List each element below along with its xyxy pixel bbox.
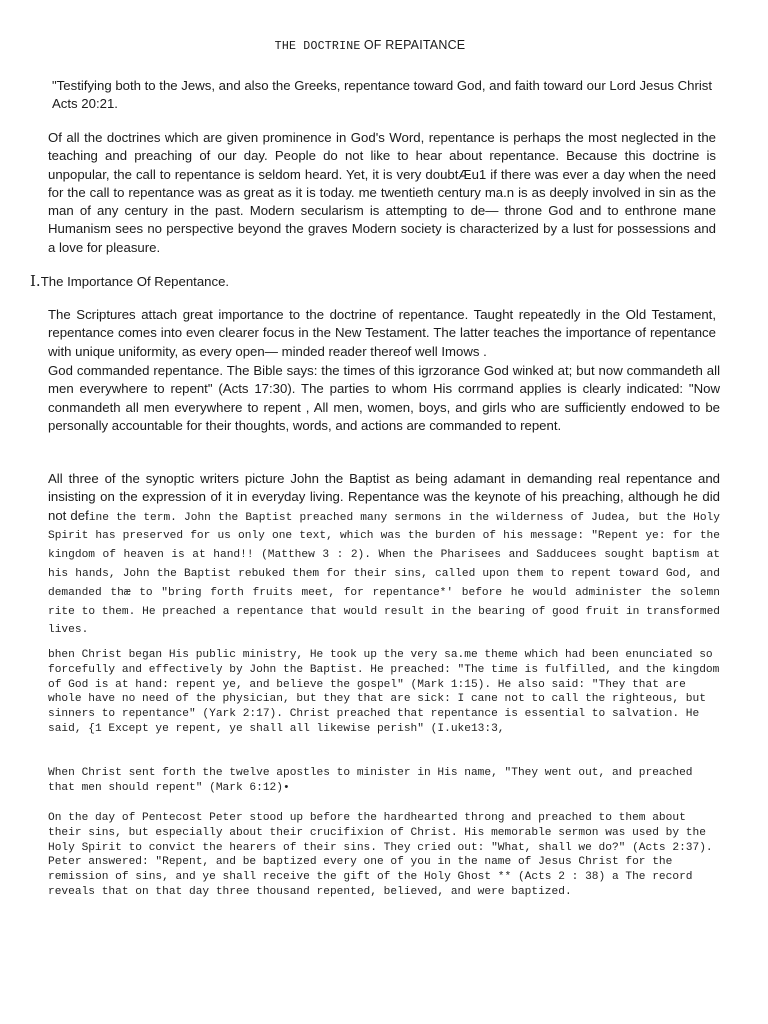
- epigraph: "Testifying both to the Jews, and also the Greeks, repentance toward God, and faith toward our Lord Jesus Christ Acts 20:21.: [52, 78, 713, 112]
- paragraph-god-commanded: God commanded repentance. The Bible says: the times of this igrzorance God winked at; but now commandeth all men everywhere to repent" (Acts 17:30). The parties to whom His corrmand applies is clearly indicated: "Now conmandeth all men everywhere to repent , All men, women, boys, and girls who are sufficiently endowed to be personally accountable for their thoughts, words, and actions are commanded to repent.: [48, 363, 720, 433]
- section-number: I.: [30, 272, 41, 290]
- section-title: The Importance Of Repentance.: [40, 274, 230, 289]
- document-title: [0, 38, 740, 53]
- paragraph-christ-ministry: bhen Christ began His public ministry, He took up the very sa.me theme which had been enunciated so forcefully and effectively by John the Baptist. He preached: "The time is fulfilled, and the kingdom of God is at hand: repent ye, and believe the gospel" (Mark 1:15). He also said: "They that are whole have no need of the physician, but they that are sick: I cane not to call the righteous, but sinners to repentance" (Yark 2:17). Christ preached that repentance is essential to salvation. He said, {1 Except ye repent, ye shall all likewise perish" (I.uke13:3,: [48, 649, 720, 735]
- paragraph-intro: Of all the doctrines which are given prominence in God's Word, repentance is perhaps the most neglected in the teaching and preaching of our day. People do not like to hear about repentance. Because this doctrine is unpopular, the call to repentance is seldom heard. Yet, it is very doubtÆu1 if there was ever a day when the need for the call to repentance was as great as it is today. me twentieth century ma.n is as deeply involved in sin as the man of any century in the past. Modern secularism is attempting to de— throne God and to enthrone mane Humanism sees no perspective beyond the graves Modern society is characterized by a lust for possessions and a love for pleasure.: [48, 130, 716, 255]
- paragraph-john-baptist: [48, 470, 720, 638]
- paragraph-pentecost: On the day of Pentecost Peter stood up before the hardhearted throng and preached to them about their sins, but especially about their crucifixion of Christ. His memorable sermon was used by the Holy Spirit to convict the hearers of their sins. They cried out: "What, shall we do?" (Acts 2:37). Peter answered: "Repent, and be baptized every one of you in the name of Jesus Christ for the remission of sins, and ye shall receive the gift of the Holy Ghost ** (Acts 2 : 38) a The record reveals that on that day three thousand repented, believed, and were baptized.: [48, 812, 713, 898]
- title-part-2: OF REPAITANCE: [363, 38, 466, 52]
- paragraph-importance: The Scriptures attach great importance to the doctrine of repentance. Taught repeatedly in the Old Testament, repentance comes into even clearer focus in the New Testament. The latter teaches the importance of repentance with unique uniformity, as every open— minded reader thereof well Imows .: [48, 307, 716, 359]
- john-baptist-mono-text: ine the term. John the Baptist preached many sermons in the wilderness of Judea, but the Holy Spirit has preserved for us only one text, which was the burden of his message: "Repent ye: for the kingdom of heaven is at hand!! (Matthew 3 : 2). When the Pharisees and Sadducees sought baptism at his hands, John the Baptist rebuked them for their sins, called upon them to repent toward God, and demanded thæ to "bring forth fruits meet, for repentance*' before he would administer the solemn rite to them. He preached a repentance that would result in the bearing of good fruit in transformed lives.: [48, 511, 720, 637]
- section-heading: [30, 272, 229, 290]
- paragraph-twelve-apostles: When Christ sent forth the twelve apostles to minister in His name, "They went out, and preached that men should repent" (Mark 6:12)•: [48, 767, 693, 794]
- title-part-1: THE DOCTRINE: [274, 40, 361, 53]
- john-baptist-sans-text: All three of the synoptic writers picture John the Baptist as being adamant in demanding real repentance and insisting on the expression of it in everyday living. Repentance was the keynote of his preaching, although he did not def: [48, 471, 720, 523]
